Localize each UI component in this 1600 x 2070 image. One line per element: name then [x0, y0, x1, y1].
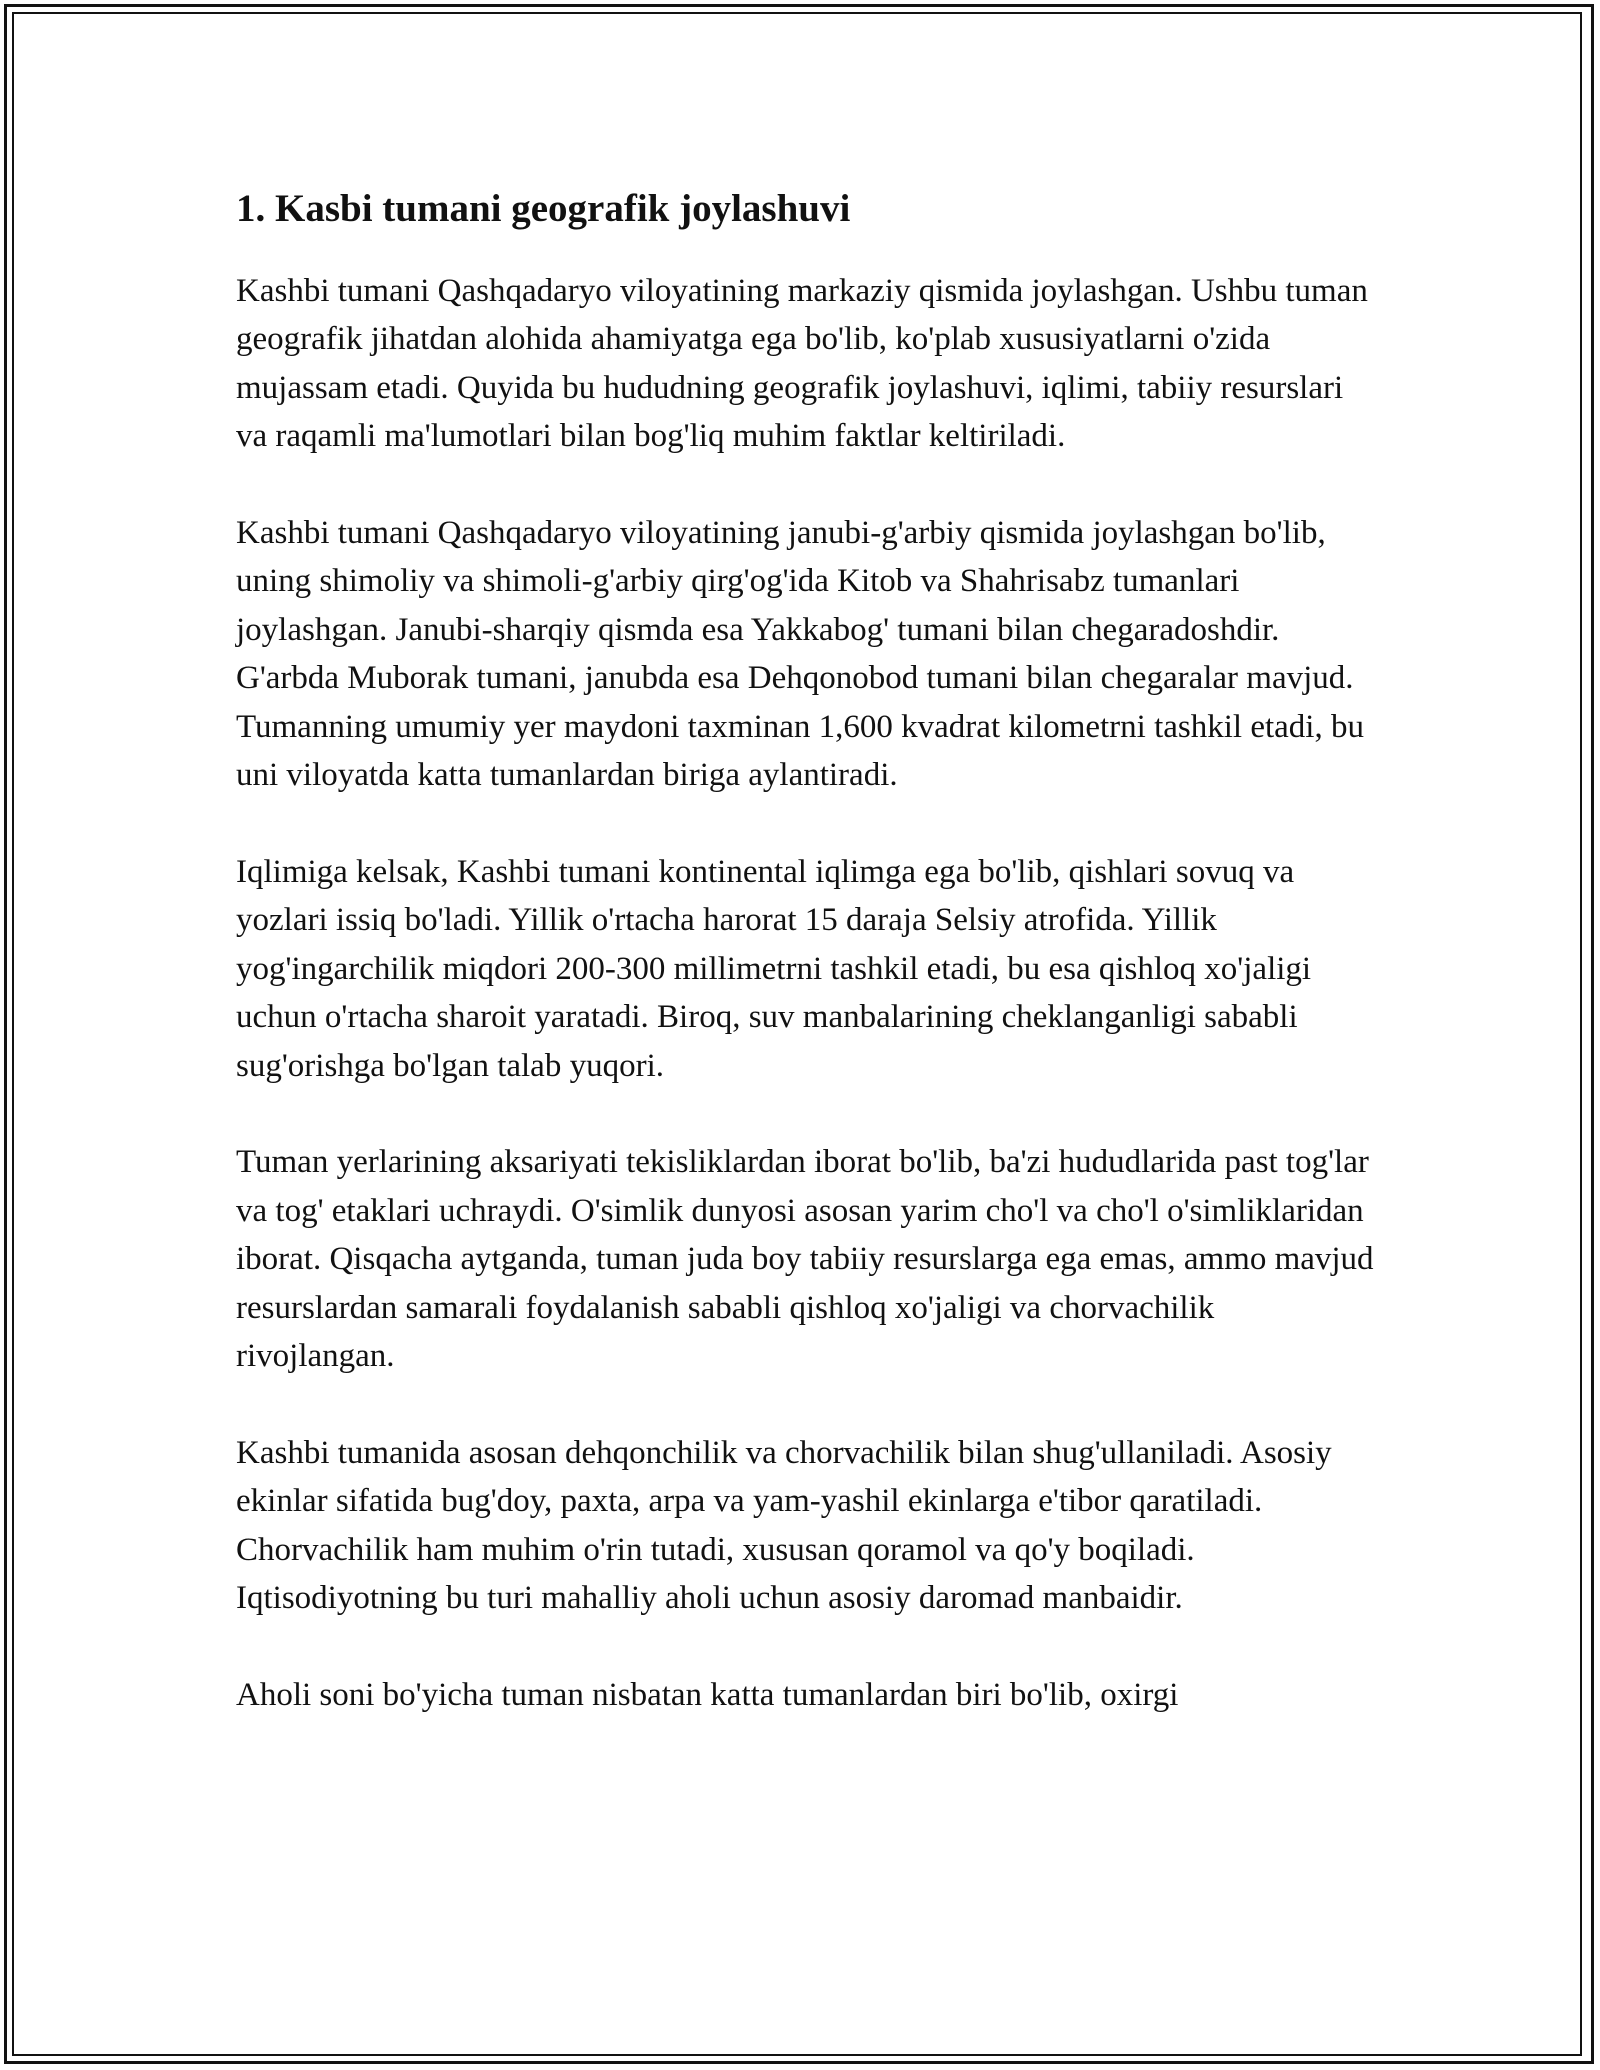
paragraph-1: Kashbi tumani Qashqadaryo viloyatining markaziy qismida joylashgan. Ushbu tuman geografik jihatdan alohida ahamiyatga ega bo'lib, ko'plab xususiyatlarni o'zida mujassam etadi. Quyida bu hududning geografik joylashuvi, iqlimi, tabiiy resurslari va raqamli ma'lumotlari bilan bog'liq muhim faktlar keltiriladi.: [236, 272, 1368, 455]
paragraph-5: Kashbi tumanida asosan dehqonchilik va chorvachilik bilan shug'ullaniladi. Asosiy ekinlar sifatida bug'doy, paxta, arpa va yam-yashil ekinlarga e'tibor qaratiladi. Chorvachilik ham muhim o'rin tutadi, xususan qoramol va qo'y boqiladi. Iqtisodiyotning bu turi mahalliy aholi uchun asosiy daromad manbaidir.: [236, 1434, 1332, 1617]
paragraph-6: Aholi soni bo'yicha tuman nisbatan katta tumanlardan biri bo'lib, oxirgi: [236, 1676, 1179, 1713]
document-body: [236, 186, 1376, 1767]
section-heading: 1. Kasbi tumani geografik joylashuvi: [236, 187, 851, 230]
paragraph-4: Tuman yerlarining aksariyati tekisliklardan iborat bo'lib, ba'zi hududlarida past tog'lar va tog' etaklari uchraydi. O'simlik dunyosi asosan yarim cho'l va cho'l o'simliklaridan iborat. Qisqacha aytganda, tuman juda boy tabiiy resurslarga ega emas, ammo mavjud resurslardan samarali foydalanish sababli qishloq xo'jaligi va chorvachilik rivojlangan.: [236, 1144, 1374, 1375]
paragraph-2: Kashbi tumani Qashqadaryo viloyatining janubi-g'arbiy qismida joylashgan bo'lib, uning shimoliy va shimoli-g'arbiy qirg'og'ida Kitob va Shahrisabz tumanlari joylashgan. Janubi-sharqiy qismda esa Yakkabog' tumani bilan chegaradoshdir. G'arbda Muborak tumani, janubda esa Dehqonobod tumani bilan chegaralar mavjud. Tumanning umumiy yer maydoni taxminan 1,600 kvadrat kilometrni tashkil etadi, bu uni viloyatda katta tumanlardan biriga aylantiradi.: [236, 514, 1364, 794]
paragraph-3: Iqlimiga kelsak, Kashbi tumani kontinental iqlimga ega bo'lib, qishlari sovuq va yozlari issiq bo'ladi. Yillik o'rtacha harorat 15 daraja Selsiy atrofida. Yillik yog'ingarchilik miqdori 200-300 millimetrni tashkil etadi, bu esa qishloq xo'jaligi uchun o'rtacha sharoit yaratadi. Biroq, suv manbalarining cheklanganligi sababli sug'orishga bo'lgan talab yuqori.: [236, 853, 1312, 1084]
